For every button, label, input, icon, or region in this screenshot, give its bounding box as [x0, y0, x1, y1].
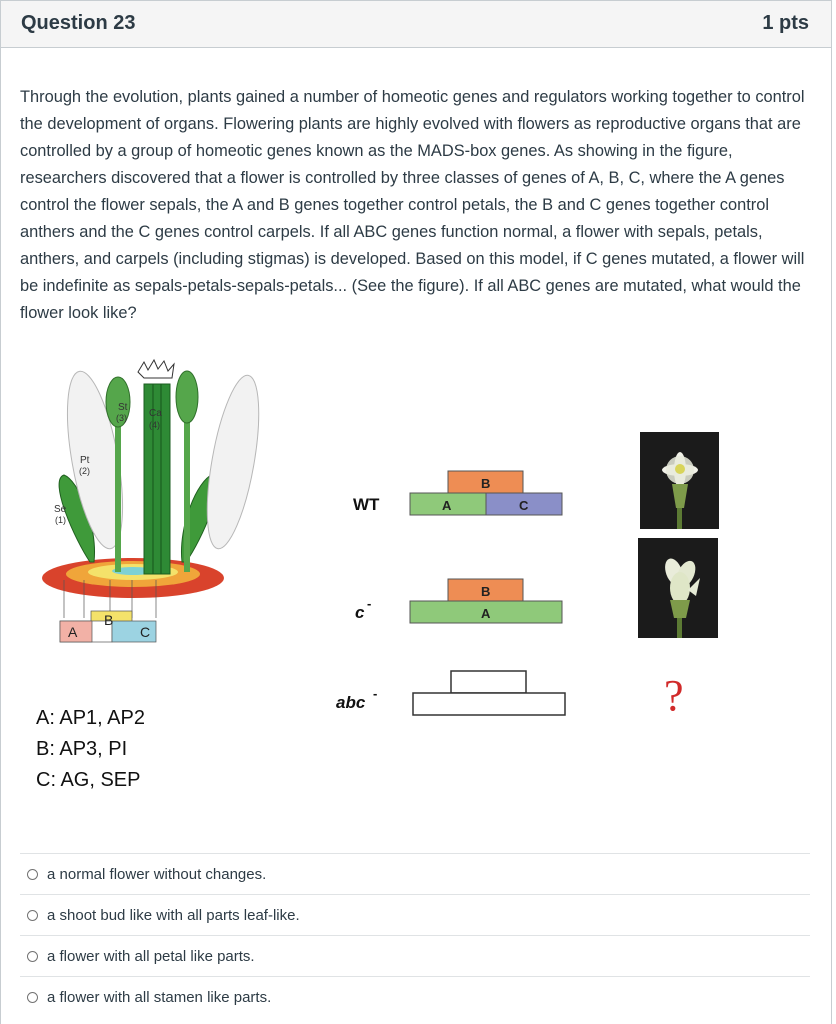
genotype-c-minus: -: [367, 596, 372, 611]
radio-button[interactable]: [27, 951, 38, 962]
question-text: Through the evolution, plants gained a number of homeotic genes and regulators working together to control the development of organs. Flowering plants are highly evolved with flowers as reproductive organs that are controlled by a group of homeotic genes known as the MADS-box genes. As showing in the figure, researchers discovered that a flower is controlled by three classes of genes of A, B, C, where the A genes control the flower sepals, the A and B genes together control petals, the B and C genes together control anthers and the C genes control carpels. If all ABC genes function normal, a flower with sepals, petals, anthers, and carpels (including stigmas) is developed. Based on this model, if C genes mutated, a flower will be indefinite as sepals-petals-sepals-petals... (See the figure). If all ABC genes are mutated, what would the flower look like?: [20, 88, 805, 322]
label-stamen-num: (3): [116, 413, 127, 423]
genotype-wt: WT: [353, 495, 380, 514]
stamen-filament-right: [184, 412, 190, 572]
abc-bar-top: [451, 671, 526, 693]
stamen-filament-left: [115, 422, 121, 572]
wt-bar-c-label: C: [519, 498, 529, 513]
answer-option[interactable]: [20, 894, 810, 935]
unknown-phenotype: ?: [664, 671, 684, 720]
question-title: Question 23: [21, 12, 136, 34]
stamen-anther-right: [176, 371, 198, 423]
radio-button[interactable]: [27, 869, 38, 880]
answer-label[interactable]: a flower with all petal like parts.: [47, 947, 255, 965]
genotype-c: c: [355, 603, 365, 622]
abc-bar-bottom: [413, 693, 565, 715]
radio-button[interactable]: [27, 910, 38, 921]
gene-c: C: AG, SEP: [36, 769, 141, 791]
question-header: [0, 0, 832, 48]
gene-a: A: AP1, AP2: [36, 707, 145, 729]
genotype-abc-minus: -: [373, 686, 378, 701]
label-stamen: St: [118, 402, 128, 413]
gene-b: B: AP3, PI: [36, 738, 128, 760]
stigma: [138, 360, 174, 378]
wt-bar-b-label: B: [481, 476, 491, 491]
c-bar-a-label: A: [481, 606, 491, 621]
answer-list: [20, 853, 810, 1017]
radio-button[interactable]: [27, 992, 38, 1003]
answer-label[interactable]: a flower with all stamen like parts.: [47, 988, 272, 1006]
label-sepal: Se: [54, 504, 67, 515]
label-carpel-num: (4): [149, 420, 160, 430]
answer-option[interactable]: [20, 976, 810, 1017]
label-petal: Pt: [80, 455, 90, 466]
answer-label[interactable]: a normal flower without changes.: [47, 865, 267, 883]
petal-right: [197, 372, 269, 553]
gene-list: [36, 703, 145, 796]
genotype-abc: abc: [336, 693, 366, 712]
answer-label[interactable]: a shoot bud like with all parts leaf-like.: [47, 906, 300, 924]
wt-bar-a-label: A: [442, 498, 452, 513]
label-petal-num: (2): [79, 466, 90, 476]
answer-option[interactable]: [20, 853, 810, 894]
key-a-label: A: [68, 624, 78, 640]
label-sepal-num: (1): [55, 515, 66, 525]
c-bar-b-label: B: [481, 584, 491, 599]
answer-option[interactable]: [20, 935, 810, 976]
label-carpel: Ca: [149, 408, 162, 419]
question-points: 1 pts: [762, 12, 809, 34]
key-c-label: C: [140, 624, 151, 640]
key-b-label: B: [104, 612, 114, 628]
